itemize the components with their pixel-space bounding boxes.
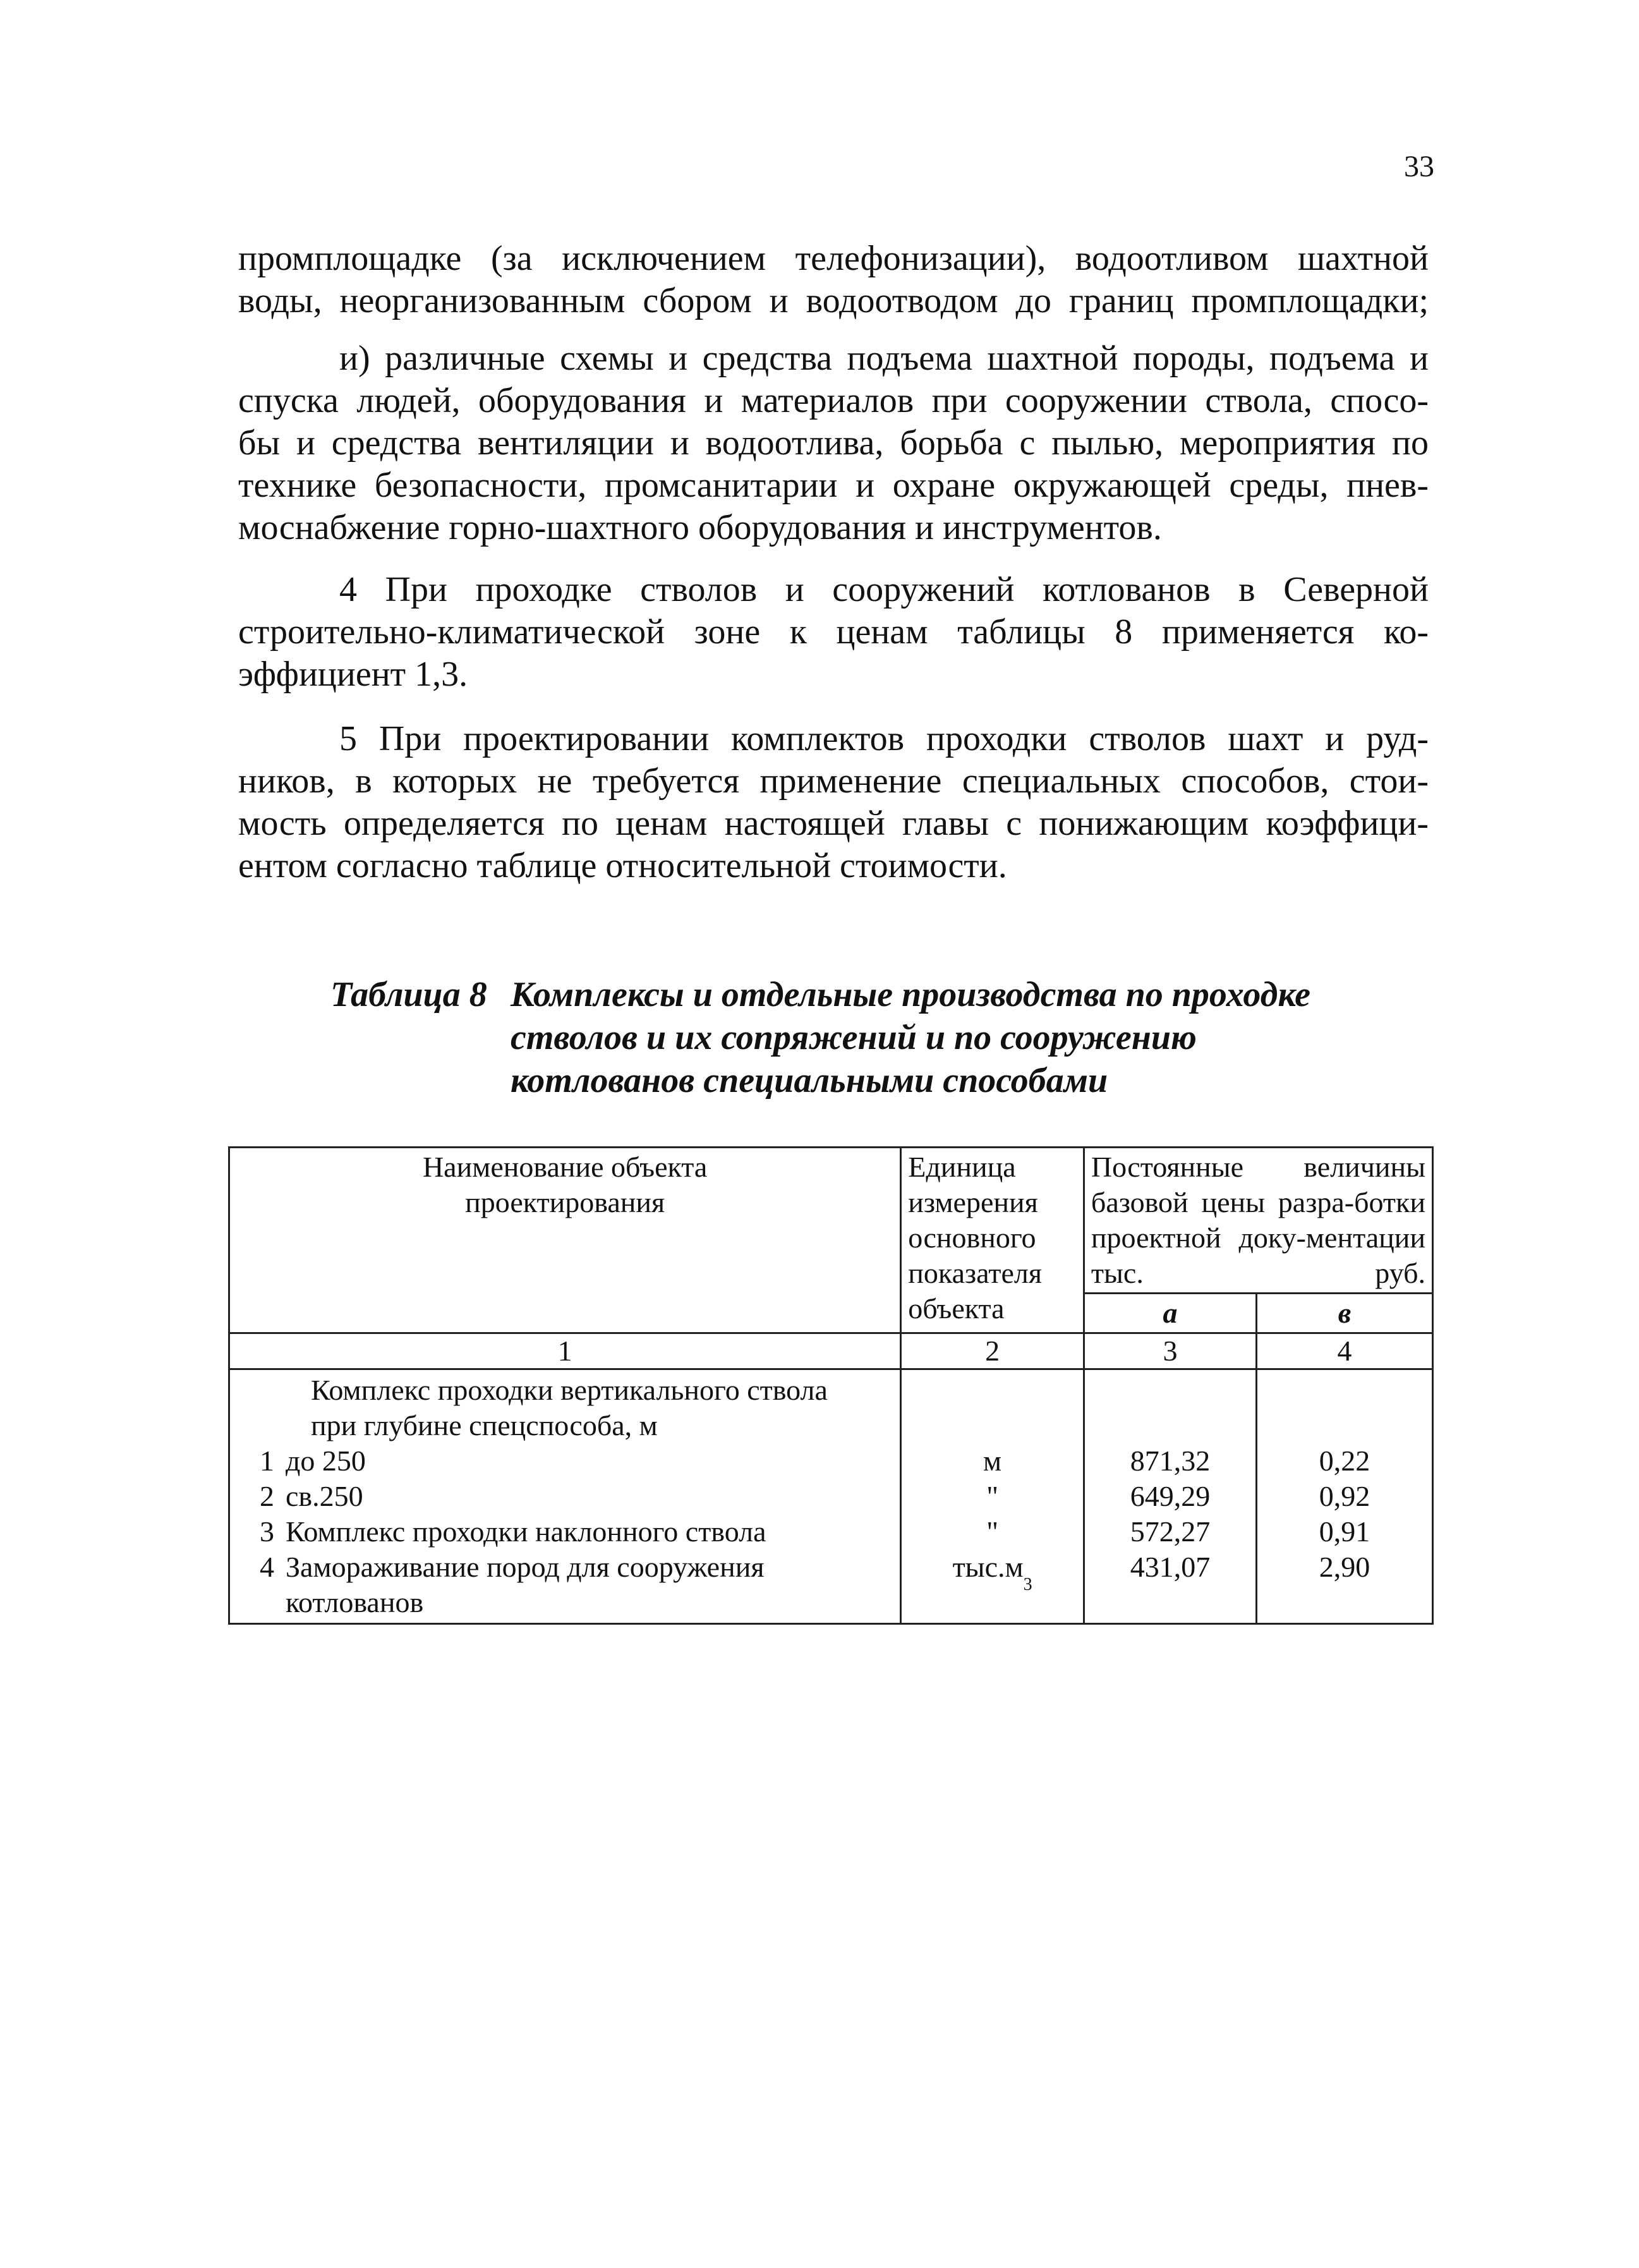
text-line: бы и средства вентиляции и водоотлива, борьба с пылью, мероприятия по (238, 423, 1429, 463)
column-number: 2 (901, 1333, 1084, 1369)
row-value-b: 2,90 (1319, 1551, 1370, 1583)
row-number: 2 (260, 1480, 274, 1512)
text-line: 5 При проектировании комплектов проходки стволов шахт и руд- (339, 719, 1429, 758)
group-title: Комплекс проходки вертикального ствола (311, 1374, 828, 1406)
row-name: св.250 (286, 1480, 363, 1512)
value-a-column (1084, 1369, 1256, 1624)
paragraph-1 (238, 238, 1429, 322)
value-b-column (1257, 1369, 1433, 1624)
header-col-b: в (1257, 1294, 1433, 1333)
row-name: до 250 (286, 1445, 366, 1477)
header-col-a: а (1084, 1294, 1256, 1333)
row-number: 1 (260, 1445, 274, 1477)
row-unit-cell: тыс.м 3 (952, 1551, 1032, 1594)
paragraph-3 (238, 569, 1429, 696)
text-line: ентом согласно таблице относительной стоимости. (238, 846, 1007, 885)
header-name: Наименование объекта проектирования (229, 1148, 901, 1333)
paragraph-2 (238, 337, 1429, 549)
table-caption-label: Таблица 8 (330, 975, 487, 1014)
text-line: спуска людей, оборудования и материалов при сооружении ствола, спосо- (238, 381, 1429, 420)
header-constant: Постоянные величины базовой цены разра-ботки проектной доку-ментации тыс. руб. (1084, 1148, 1432, 1294)
table-row (236, 1549, 893, 1585)
row-unit: м (983, 1445, 1002, 1477)
column-number-row (229, 1333, 1433, 1369)
text-line: строительно-климатической зоне к ценам таблицы 8 применяется ко- (238, 612, 1429, 652)
text-line: воды, неорганизованным сбором и водоотводом до границ промплощадки; (238, 281, 1429, 320)
row-unit: " (986, 1515, 998, 1548)
header-unit: Единица измерения основного показателя объекта (901, 1148, 1084, 1333)
paragraph-4 (238, 718, 1429, 887)
column-number: 3 (1084, 1333, 1256, 1369)
table-row-continuation (236, 1585, 893, 1620)
price-table (228, 1146, 1434, 1625)
row-value-a: 871,32 (1130, 1445, 1211, 1477)
text-line: эффициент 1,3. (238, 655, 468, 694)
name-column (229, 1369, 901, 1624)
row-value-b: 0,91 (1319, 1515, 1370, 1548)
row-value-a: 649,29 (1130, 1480, 1211, 1512)
table-caption-line: Комплексы и отдельные производства по проходке (511, 975, 1311, 1014)
table-caption-line: стволов и их сопряжений и по сооружению (511, 1018, 1197, 1057)
row-number: 3 (260, 1515, 274, 1548)
column-number: 1 (229, 1333, 901, 1369)
row-value-b: 0,22 (1319, 1445, 1370, 1477)
row-number: 4 (260, 1551, 274, 1583)
text-line: и) различные схемы и средства подъема шахтной породы, подъема и (339, 339, 1429, 378)
table-row (236, 1443, 893, 1479)
table-row (236, 1479, 893, 1514)
text-line: ников, в которых не требуется применение специальных способов, стои- (238, 761, 1429, 801)
column-number: 4 (1257, 1333, 1433, 1369)
row-unit: тыс.м (952, 1551, 1024, 1583)
text-line: промплощадке (за исключением телефонизации), водоотливом шахтной (238, 239, 1429, 278)
row-name: Комплекс проходки наклонного ствола (286, 1515, 766, 1548)
row-name-continuation: котлованов (286, 1586, 424, 1618)
table-caption-line: котлованов специальными способами (511, 1061, 1108, 1100)
table-body-row (229, 1369, 1433, 1624)
text-line: мость определяется по ценам настоящей главы с понижающим коэффици- (238, 804, 1429, 843)
page-number: 33 (1404, 150, 1434, 183)
text-line: 4 При проходке стволов и сооружений котлованов в Северной (339, 570, 1429, 609)
text-line: технике безопасности, промсанитарии и охране окружающей среды, пнев- (238, 466, 1429, 505)
table-row (236, 1514, 893, 1549)
group-title: при глубине спецспособа, м (311, 1409, 658, 1441)
row-value-b: 0,92 (1319, 1480, 1370, 1512)
text-line: моснабжение горно-шахтного оборудования и инструментов. (238, 508, 1162, 547)
row-name: Замораживание пород для сооружения (286, 1551, 765, 1583)
row-unit: " (986, 1480, 998, 1512)
table-header-row (229, 1148, 1433, 1294)
unit-column (901, 1369, 1084, 1624)
row-value-a: 572,27 (1130, 1515, 1211, 1548)
row-value-a: 431,07 (1130, 1551, 1211, 1583)
